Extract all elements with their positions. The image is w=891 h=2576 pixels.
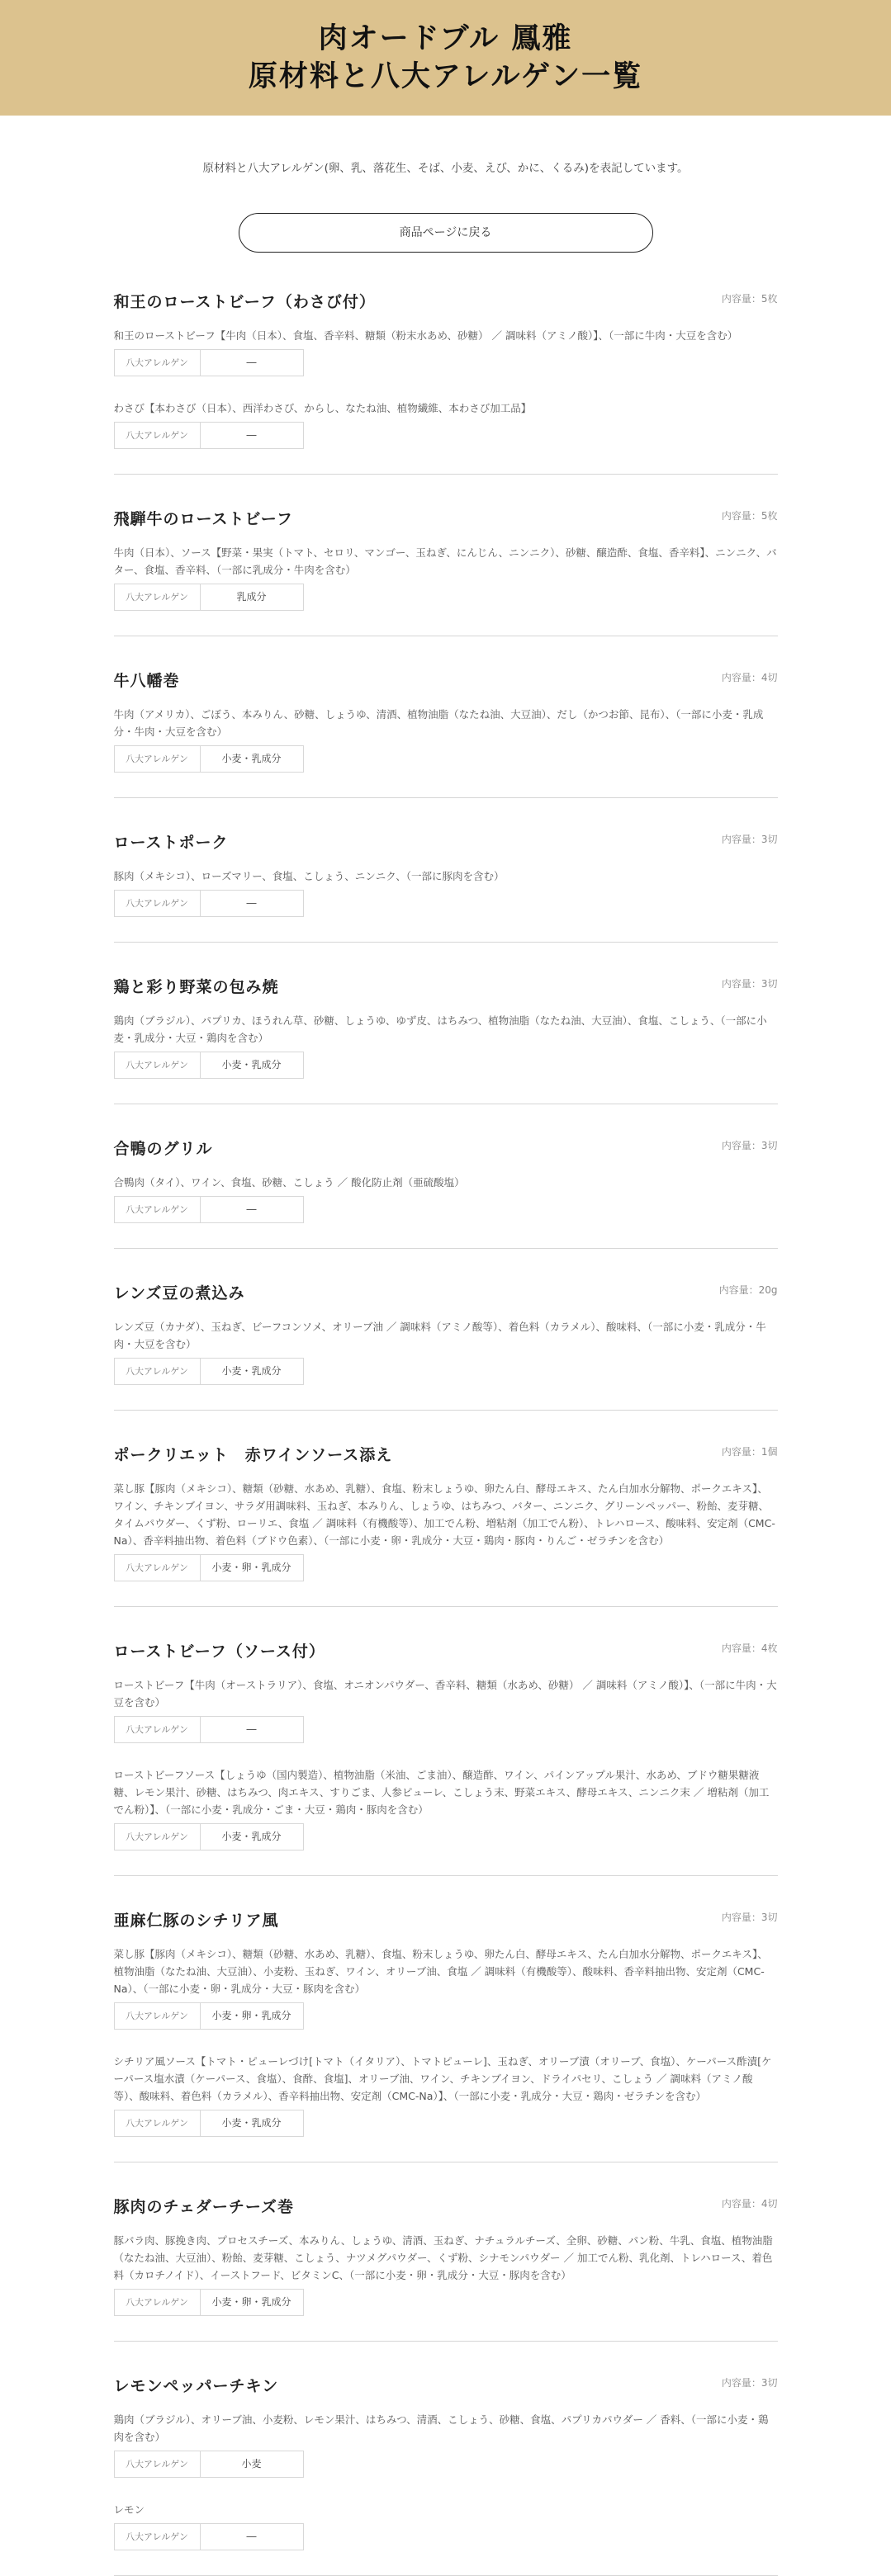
product-item — [114, 1411, 778, 1607]
ingredients-text: 豚バラ肉、豚挽き肉、プロセスチーズ、本みりん、しょうゆ、清酒、玉ねぎ、ナチュラルチーズ、全卵、砂糖、パン粉、牛乳、食塩、植物油脂（なたね油、大豆油）、粉飴、麦芽糖、こしょう、ナツメグパウダー、くず粉、シナモンパウダー ／ 加工でん粉、乳化剤、トレハロース、着色料（カロチノイド）、イーストフード、ビタミンC、（一部に小麦・卵・乳成分・大豆・豚肉を含む） — [113, 2234, 773, 2281]
product-item — [114, 1607, 778, 1876]
allergen-value: 小麦 — [241, 2458, 262, 2470]
allergen-label: 八大アレルゲン — [115, 1359, 201, 1384]
ingredients-text: 牛肉（アメリカ）、ごぼう、本みりん、砂糖、しょうゆ、清酒、植物油脂（なたね油、大豆油）、だし（かつお節、昆布）、（一部に小麦・乳成分・牛肉・大豆を含む） — [113, 708, 764, 738]
allergen-box — [114, 2002, 304, 2030]
allergen-value: 小麦・乳成分 — [221, 1831, 282, 1842]
ingredients-text: 和王のローストビーフ【牛肉（日本）、食塩、香辛料、糖類（粉末水あめ、砂糖） ／ 調味料（アミノ酸）】、（一部に牛肉・大豆を含む） — [113, 329, 738, 342]
allergen-value: 小麦・乳成分 — [221, 1059, 282, 1071]
allergen-value: 小麦・乳成分 — [221, 2117, 282, 2129]
product-header — [114, 669, 778, 696]
allergen-label: 八大アレルゲン — [115, 423, 201, 448]
product-item — [114, 1249, 778, 1411]
product-name: レンズ豆の煮込み — [113, 1284, 245, 1302]
ingredients-text: 牛肉（日本）、ソース【野菜・果実（トマト、セロリ、マンゴー、玉ねぎ、にんじん、ニンニク）、砂糖、醸造酢、食塩、香辛料】、ニンニク、バター、食塩、香辛料、（一部に乳成分・牛肉を含む） — [113, 546, 777, 576]
allergen-box — [114, 2451, 304, 2478]
allergen-box — [114, 1823, 304, 1850]
product-name: ローストビーフ（ソース付） — [113, 1642, 325, 1661]
allergen-box — [114, 1358, 304, 1385]
product-item — [114, 475, 778, 636]
ingredients-text: 菜し豚【豚肉（メキシコ）、糖類（砂糖、水あめ、乳糖）、食塩、粉末しょうゆ、卵たん白、酵母エキス、たん白加水分解物、ポークエキス】、ワイン、チキンブイヨン、サラダ用調味料、玉ねぎ、本みりん、しょうゆ、はちみつ、バター、ニンニク、グリーンペッパー、粉飴、麦芽糖、タイムパウダー、くず粉、ローリエ、食塩 ／ 調味料（有機酸等）、加工でん粉、増粘剤（加工でん粉）、トレハロース、酸味料、安定剤（CMC-Na）、香辛料抽出物、着色料（ブドウ色素）、（一部に小麦・卵・乳成分・大豆・鶏肉・豚肉・りんご・ゼラチンを含む） — [113, 1482, 775, 1547]
allergen-label: 八大アレルゲン — [115, 1824, 201, 1850]
allergen-label: 八大アレルゲン — [115, 2451, 201, 2477]
ingredients-text: レモン — [113, 2503, 145, 2516]
product-name: 鶏と彩り野菜の包み焼 — [113, 978, 279, 996]
ingredients-text: レンズ豆（カナダ）、玉ねぎ、ビーフコンソメ、オリーブ油 ／ 調味料（アミノ酸等）、着色料（カラメル）、酸味料、（一部に小麦・乳成分・牛肉・大豆を含む） — [113, 1321, 766, 1350]
allergen-box — [114, 349, 304, 376]
product-item — [114, 798, 778, 943]
allergen-value: 小麦・卵・乳成分 — [211, 1562, 291, 1573]
allergen-label: 八大アレルゲン — [115, 2524, 201, 2550]
product-amount: 内容量：4枚 — [721, 1642, 778, 1654]
product-item — [114, 258, 778, 475]
allergen-value: ― — [246, 357, 257, 368]
product-header — [114, 508, 778, 534]
allergen-label: 八大アレルゲン — [115, 1555, 201, 1581]
product-header — [114, 291, 778, 317]
allergen-label: 八大アレルゲン — [115, 2290, 201, 2315]
ingredients-text: 豚肉（メキシコ）、ローズマリー、食塩、こしょう、ニンニク、（一部に豚肉を含む） — [113, 870, 505, 882]
product-header — [114, 831, 778, 858]
allergen-value: 小麦・卵・乳成分 — [211, 2010, 291, 2021]
product-amount: 内容量：3切 — [721, 978, 778, 990]
allergen-value: ― — [246, 1723, 257, 1735]
allergen-value: ― — [246, 429, 257, 441]
product-header — [114, 2375, 778, 2401]
product-amount: 内容量：5枚 — [721, 510, 778, 522]
allergen-box — [114, 1716, 304, 1743]
allergen-box — [114, 1052, 304, 1079]
allergen-value: ― — [246, 897, 257, 909]
allergen-box — [114, 2289, 304, 2316]
product-name: ローストポーク — [113, 834, 229, 852]
allergen-label: 八大アレルゲン — [115, 1052, 201, 1078]
allergen-label: 八大アレルゲン — [115, 746, 201, 772]
allergen-box — [114, 584, 304, 611]
product-amount: 内容量：4切 — [721, 2198, 778, 2210]
ingredients-text: 鶏肉（ブラジル）、オリーブ油、小麦粉、レモン果汁、はちみつ、清酒、こしょう、砂糖、食塩、パプリカパウダー ／ 香料、（一部に小麦・鶏肉を含む） — [113, 2413, 769, 2443]
product-amount: 内容量：3切 — [721, 2377, 778, 2389]
product-item — [114, 943, 778, 1104]
ingredients-text: 菜し豚【豚肉（メキシコ）、糖類（砂糖、水あめ、乳糖）、食塩、粉末しょうゆ、卵たん白、酵母エキス、たん白加水分解物、ポークエキス】、植物油脂（なたね油、大豆油）、小麦粉、玉ねぎ、ワイン、オリーブ油、食塩 ／ 調味料（有機酸等）、酸味料、香辛料抽出物、安定剤（CMC-Na）、（一部に小麦・卵・乳成分・大豆・豚肉を含む） — [113, 1948, 768, 1995]
product-name: 牛八幡巻 — [113, 672, 180, 690]
product-item — [114, 1104, 778, 1249]
product-name: 飛騨牛のローストビーフ — [113, 510, 293, 528]
product-header — [114, 2196, 778, 2222]
ingredients-text: ローストビーフソース【しょうゆ（国内製造）、植物油脂（米油、ごま油）、醸造酢、ワイン、パインアップル果汁、水あめ、ブドウ糖果糖液糖、レモン果汁、砂糖、はちみつ、肉エキス、すりごま、人参ピューレ、こしょう末、野菜エキス、酵母エキス、ニンニク末 ／ 増粘剤（加工でん粉）】、（一部に小麦・乳成分・ごま・大豆・鶏肉・豚肉を含む） — [113, 1769, 770, 1816]
product-name: ポークリエット 赤ワインソース添え — [113, 1446, 393, 1464]
allergen-label: 八大アレルゲン — [115, 350, 201, 376]
allergen-label: 八大アレルゲン — [115, 1717, 201, 1742]
product-header — [114, 1444, 778, 1470]
product-header — [114, 1909, 778, 1936]
intro-text: 原材料と八大アレルゲン(卵、乳、落花生、そば、小麦、えび、かに、くるみ)を表記しています。 — [202, 162, 689, 175]
allergen-value: 小麦・卵・乳成分 — [211, 2296, 291, 2308]
product-list — [114, 258, 778, 2576]
back-to-product-button[interactable]: 商品ページに戻る — [239, 213, 653, 253]
product-name: 和王のローストビーフ（わさび付） — [113, 293, 376, 311]
title-subtitle: 原材料と八大アレルゲン一覧 — [248, 59, 643, 93]
allergen-label: 八大アレルゲン — [115, 2003, 201, 2029]
product-amount: 内容量：3切 — [721, 1912, 778, 1923]
product-item — [114, 2162, 778, 2342]
product-amount: 内容量：3切 — [721, 1140, 778, 1151]
ingredients-text: ローストビーフ【牛肉（オーストラリア）、食塩、オニオンパウダー、香辛料、糖類（水あめ、砂糖） ／ 調味料（アミノ酸）】、（一部に牛肉・大豆を含む） — [113, 1679, 777, 1709]
product-amount: 内容量：20g — [718, 1284, 778, 1296]
allergen-box — [114, 1196, 304, 1223]
product-amount: 内容量：5枚 — [721, 293, 778, 305]
product-name: 合鴨のグリル — [113, 1140, 213, 1158]
product-item — [114, 2342, 778, 2576]
allergen-label: 八大アレルゲン — [115, 1197, 201, 1222]
product-header — [114, 1137, 778, 1164]
page-title — [249, 20, 642, 96]
product-header — [114, 976, 778, 1002]
allergen-label: 八大アレルゲン — [115, 891, 201, 916]
allergen-box — [114, 2523, 304, 2550]
ingredients-text: 鶏肉（ブラジル）、パプリカ、ほうれん草、砂糖、しょうゆ、ゆず皮、はちみつ、植物油脂（なたね油、大豆油）、食塩、こしょう、（一部に小麦・乳成分・大豆・鶏肉を含む） — [113, 1014, 767, 1044]
ingredients-text: シチリア風ソース【トマト・ピューレづけ[トマト（イタリア）、トマトピューレ]、玉ねぎ、オリーブ漬（オリーブ、食塩）、ケーパース酢漬[ケーパース塩水漬（ケーパース、食塩）、食酢、食塩]、オリーブ油、ワイン、チキンブイヨン、ドライパセリ、こしょう ／ 調味料（アミノ酸等）、酸味料、着色料（カラメル）、香辛料抽出物、安定剤（CMC-Na）】、（一部に小麦・乳成分・大豆・鶏肉・ゼラチンを含む） — [113, 2055, 772, 2102]
product-name: 豚肉のチェダーチーズ巻 — [113, 2198, 294, 2216]
product-item — [114, 1876, 778, 2162]
allergen-label: 八大アレルゲン — [115, 2110, 201, 2136]
ingredients-text: 合鴨肉（タイ）、ワイン、食塩、砂糖、こしょう ／ 酸化防止剤（亜硫酸塩） — [113, 1176, 465, 1189]
allergen-value: 乳成分 — [236, 591, 267, 603]
allergen-box — [114, 2110, 304, 2137]
product-item — [114, 636, 778, 798]
page-header — [0, 0, 891, 116]
product-amount: 内容量：1個 — [721, 1446, 778, 1458]
product-amount: 内容量：4切 — [721, 672, 778, 683]
product-name: レモンペッパーチキン — [113, 2377, 279, 2395]
title-product-name: 肉オードブル 鳳雅 — [318, 21, 573, 55]
product-header — [114, 1282, 778, 1308]
allergen-box — [114, 422, 304, 449]
allergen-value: 小麦・乳成分 — [221, 753, 282, 764]
allergen-value: ― — [246, 2531, 257, 2542]
product-amount: 内容量：3切 — [721, 834, 778, 845]
back-button-wrap — [0, 213, 891, 253]
allergen-box — [114, 890, 304, 917]
allergen-box — [114, 1554, 304, 1581]
product-header — [114, 1640, 778, 1666]
product-name: 亜麻仁豚のシチリア風 — [113, 1912, 279, 1930]
allergen-value: 小麦・乳成分 — [221, 1365, 282, 1377]
allergen-box — [114, 745, 304, 773]
ingredients-text: わさび【本わさび（日本）、西洋わさび、からし、なたね油、植物繊維、本わさび加工品】 — [113, 402, 532, 414]
allergen-value: ― — [246, 1203, 257, 1215]
allergen-label: 八大アレルゲン — [115, 584, 201, 610]
